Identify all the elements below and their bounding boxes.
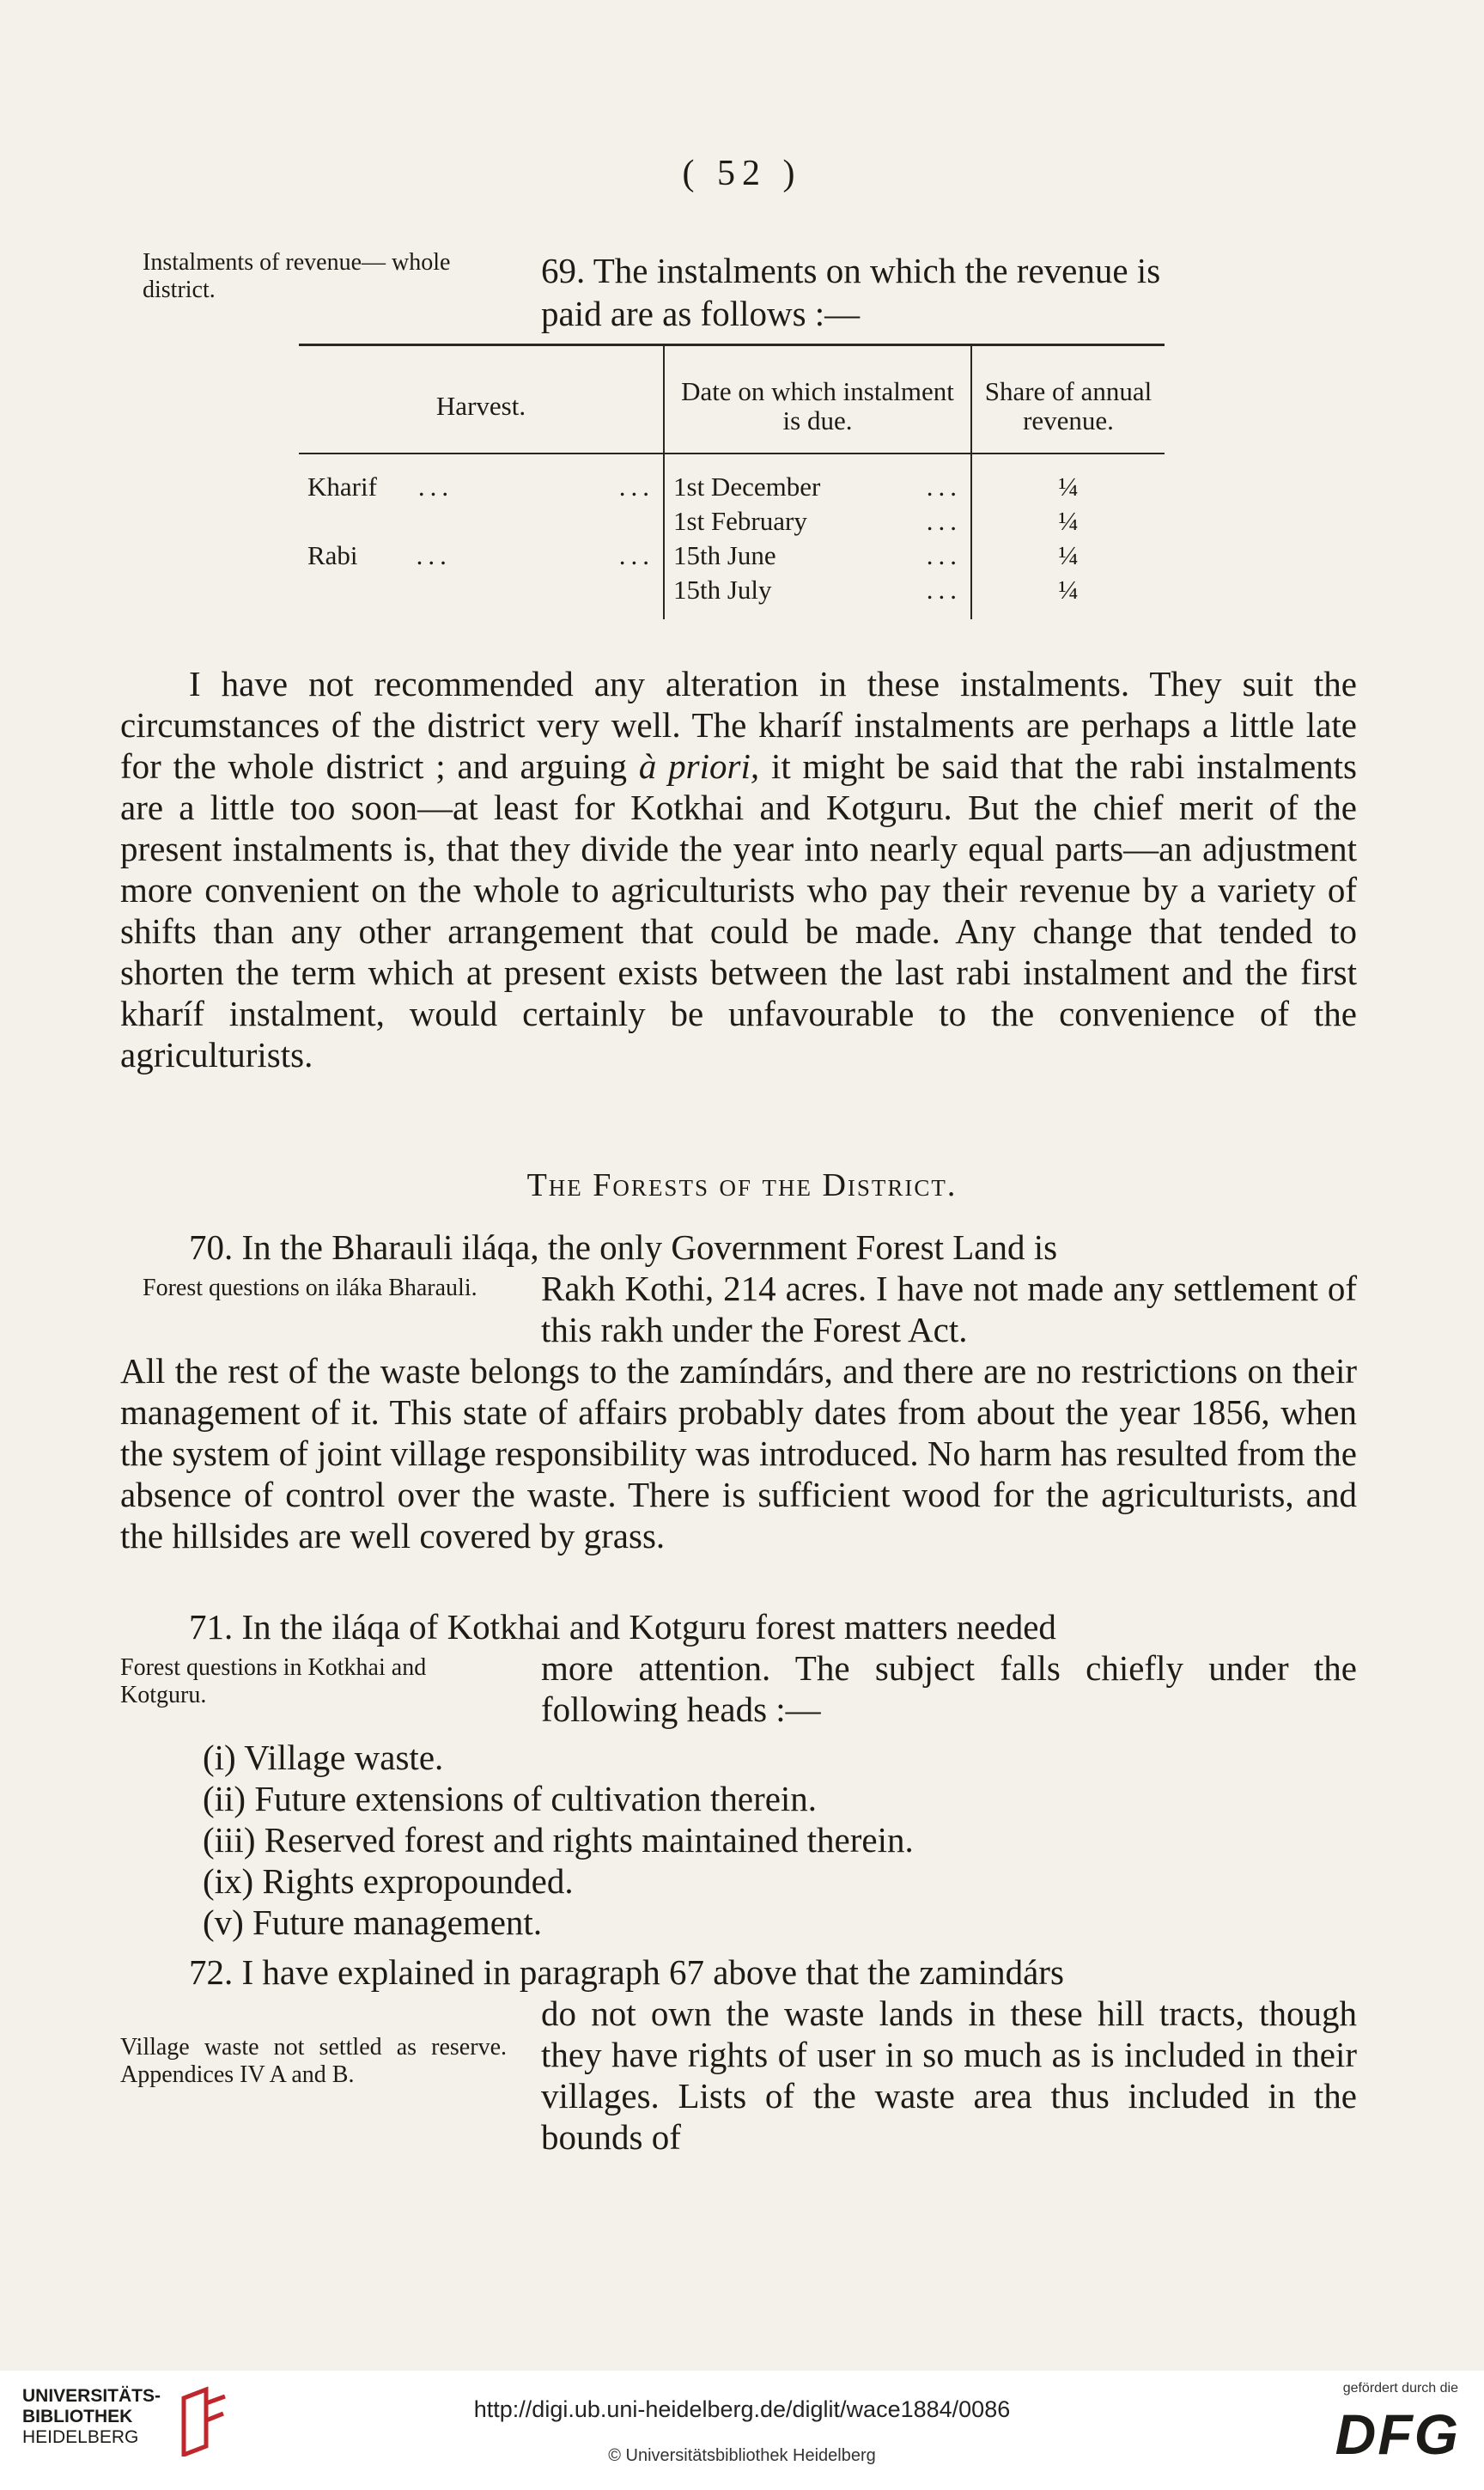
date-cell: 15th July [673,575,772,605]
para-69-line1: 69. The instalments on which the revenue is [541,251,1161,290]
logo-line: UNIVERSITÄTS- [22,2386,161,2406]
harvest-cell: Kharif [307,472,377,502]
dots: ... [926,575,962,605]
harvest-cell: Rabi [307,540,358,570]
harvest-cell [299,504,664,539]
table-row [299,454,1165,504]
para-70-right: Rakh Kothi, 214 acres. I have not made any settlement of this rakh under the Forest Act. [541,1269,1357,1349]
para-69-body [120,663,1357,1075]
harvest-cell [299,573,664,619]
para-71-line1: 71. In the iláqa of Kotkhai and Kotguru forest matters needed [189,1607,1056,1647]
share-cell: ¼ [971,539,1165,573]
logo-line: HEIDELBERG [22,2427,139,2447]
para-72-right: do not own the waste lands in these hill tracts, though they have rights of user in so much as is included in their villages. Lists of the waste area thus included in the bounds of [541,1994,1357,2157]
margin-note-instalments: Instalments of revenue— whole district. [143,249,451,303]
para-69-heading [541,249,1357,335]
para-69-body-italic: à priori, [638,746,760,786]
table-header-date: Date on which instalment is due. [664,345,971,454]
list-item: (ix) Rights expropounded. [203,1861,574,1901]
table-header-harvest: Harvest. [299,345,664,454]
funded-by-label: gefördert durch die [1342,2381,1458,2396]
dfg-logo: DFG [1335,2402,1460,2466]
list-item: (v) Future management. [203,1903,543,1942]
list-item: (iii) Reserved forest and rights maintained therein. [203,1820,914,1860]
share-cell: ¼ [971,504,1165,539]
section-heading: The Forests of the District. [526,1167,958,1203]
table-row [299,573,1165,619]
date-cell: 1st February [673,506,807,536]
list-item: (ii) Future extensions of cultivation therein. [203,1779,818,1818]
table-header-share: Share of annual revenue. [971,345,1165,454]
copyright-note: © Universitätsbibliothek Heidelberg [608,2446,876,2465]
dots: ... [926,472,962,502]
table-row [299,504,1165,539]
dots: ... [618,472,654,502]
para-70-rest: All the rest of the waste belongs to the zamíndárs, and there are no restrictions on their management of it. This state of affairs probably dates from about the year 1856, when the system of joint village responsibility was introduced. No harm has resulted from the absence of control over the waste. There is sufficient wood for the agriculturists, and the hillsides are well covered by grass. [120,1351,1357,1555]
permalink-url[interactable]: http://digi.ub.uni-heidelberg.de/diglit/wace1884/0086 [473,2396,1011,2422]
dots: ... [618,540,654,570]
heads-list [203,1737,914,1943]
dots: ... [417,472,454,502]
dots: ... [926,506,962,536]
para-72-line1: 72. I have explained in paragraph 67 above that the zamindárs [189,1952,1064,1992]
margin-note-village-waste: Village waste not settled as reserve. Appendices IV A and B. [120,2034,507,2088]
para-69-line2: paid are as follows :— [541,294,861,333]
dots: ... [416,540,452,570]
date-cell: 1st December [673,472,821,502]
date-cell: 15th June [673,540,776,570]
instalments-table [299,344,1165,619]
margin-note-kotkhai: Forest questions in Kotkhai and Kotguru. [120,1654,427,1708]
logo-line: BIBLIOTHEK [22,2407,133,2426]
page-number: ( 52 ) [682,154,802,193]
table-row [299,539,1165,573]
dots: ... [926,540,962,570]
share-cell: ¼ [971,573,1165,619]
para-71-right: more attention. The subject falls chiefly under the following heads :— [541,1648,1357,1729]
para-69-body-a: I have not recommended any alteration in these instalments. They suit the circumstances of the district very well. The kharíf instalments are perhaps a little late for the whole district ; and arguing [120,664,1357,786]
share-cell: ¼ [971,454,1165,504]
para-70-line1: 70. In the Bharauli iláqa, the only Government Forest Land is [189,1227,1058,1267]
para-69-body-b: it might be said that the rabi instalments are a little too soon—at least for Kotkhai and Kotguru. But the chief merit of the present instalments is, that they divide the year into nearly equal parts—an adjustment more convenient on the whole to agriculturists who pay their revenue by a variety of shifts than any other arrangement that could be made. Any change that tended to shorten the term which at present exists between the last rabi instalment and the first kharíf instalment, would certainly be unfavourable to the convenience of the agriculturists. [120,746,1357,1075]
margin-note-bharauli: Forest questions on iláka Bharauli. [143,1275,477,1301]
list-item: (i) Village waste. [203,1738,444,1777]
